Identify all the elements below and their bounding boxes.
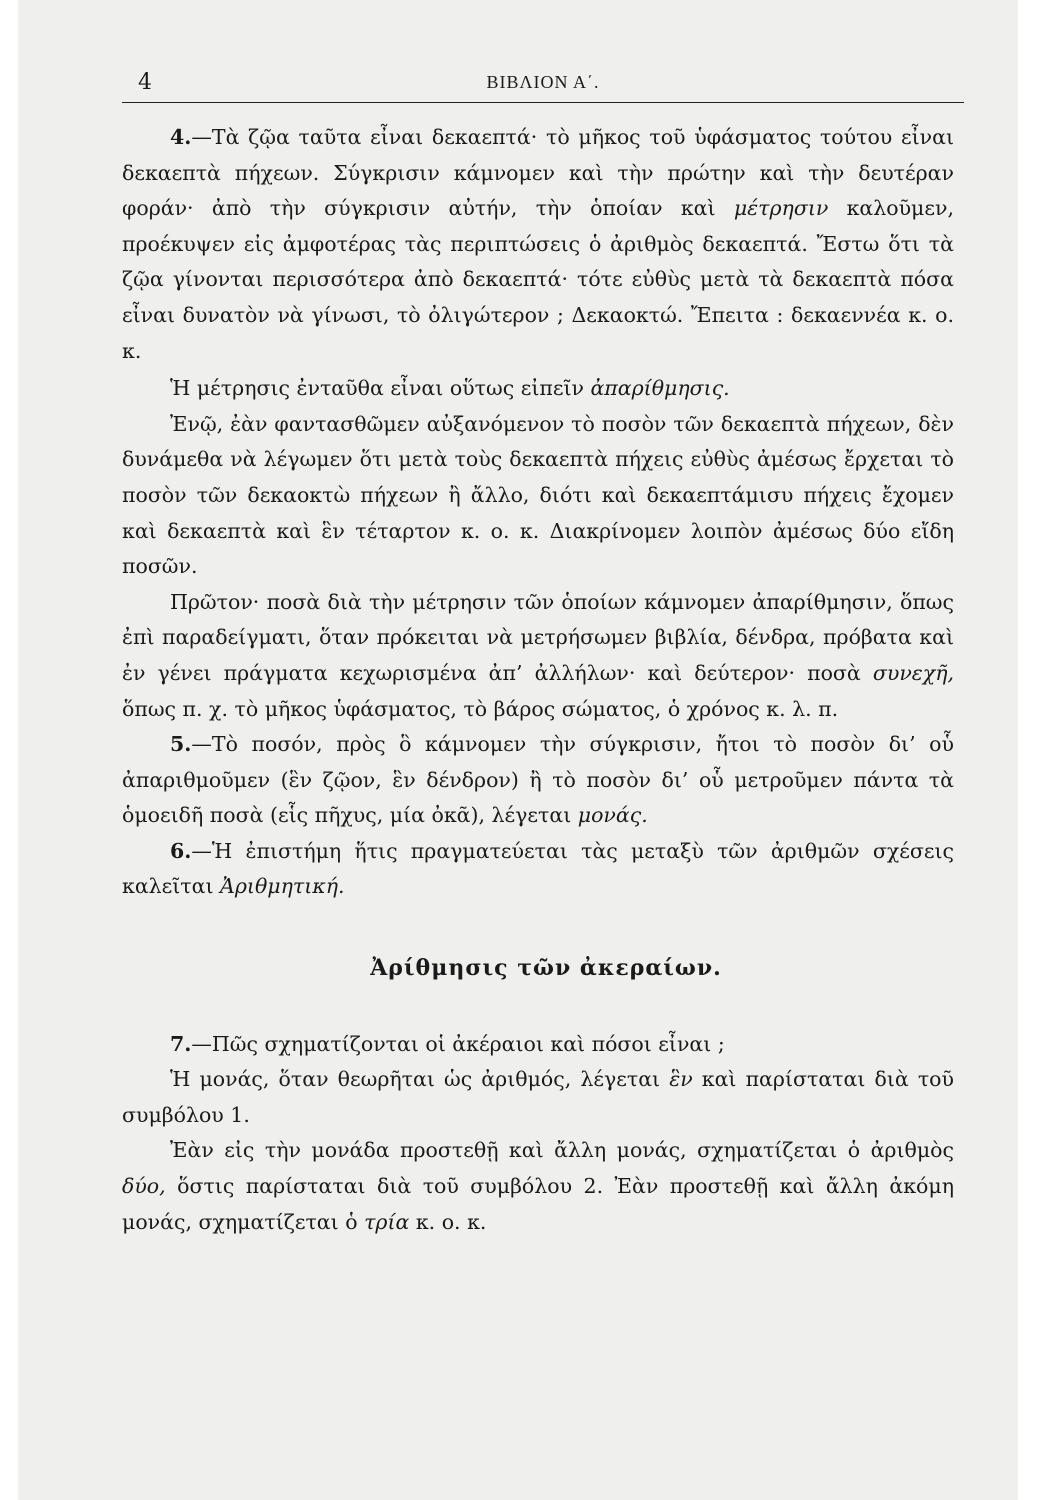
- book-page: [18, 0, 1018, 1500]
- body-text: [122, 120, 954, 1240]
- paragraph-text: ὅπως π. χ. τὸ μῆκος ὑφάσματος, τὸ βάρος σώματος, ὁ χρόνος κ. λ. π.: [122, 696, 839, 721]
- paragraph-7: [122, 1027, 954, 1063]
- italic-term: ἓν: [669, 1067, 693, 1092]
- paragraph-text: —Ἡ ἐπιστήμη ἥτις πραγματεύεται τὰς μεταξὺ τῶν ἀριθμῶν σχέσεις καλεῖται: [122, 838, 954, 899]
- paragraph-text: Ἡ μονάς, ὅταν θεωρῆται ὡς ἀριθμός, λέγεται: [170, 1067, 670, 1092]
- paragraph-text: —Τὸ ποσόν, πρὸς ὃ κάμνομεν τὴν σύγκρισιν, ἤτοι τὸ ποσὸν δι’ οὗ ἀπαριθμοῦμεν (ἓν ζῷον, ἓν δένδρον) ἢ τὸ ποσὸν δι’ οὗ μετροῦμεν πάντα τὰ ὁμοειδῆ ποσὰ (εἷς πῆχυς, μία ὀκᾶ), λέγεται: [122, 732, 954, 828]
- section-heading: [122, 951, 954, 987]
- paragraph-text: Ἐὰν εἰς τὴν μονάδα προστεθῇ καὶ ἄλλη μονάς, σχηματίζεται ὁ ἀριθμὸς: [170, 1138, 954, 1163]
- paragraph-text: Πρῶτον· ποσὰ διὰ τὴν μέτρησιν τῶν ὁποίων κάμνομεν ἀπαρίθμησιν, ὅπως ἐπὶ παραδείγματι, ὅταν πρόκειται νὰ μετρήσωμεν βιβλία, δένδρα, πρόβατα καὶ ἐν γένει πράγματα κεχωρισμένα ἀπ’ ἀλλήλων· καὶ δεύτερον· ποσὰ: [122, 589, 954, 685]
- section-number: 4.: [170, 125, 192, 149]
- italic-term: μέτρησιν: [733, 196, 829, 221]
- page-header: [122, 62, 964, 106]
- paragraph-5: [122, 727, 954, 834]
- paragraph-4b: [122, 371, 954, 407]
- italic-term: συνεχῆ,: [872, 660, 954, 685]
- section-number: 6.: [170, 838, 192, 863]
- paragraph-text: ὅστις παρίσταται διὰ τοῦ συμβόλου 2. Ἐὰν προστεθῇ καὶ ἄλλη ἀκόμη μονάς, σχηματίζεται ὁ: [122, 1174, 954, 1234]
- paragraph-4c: [122, 407, 954, 585]
- heading-text: Ἀρίθμησις τῶν ἀκεραίων.: [370, 955, 722, 982]
- italic-term: ἀπαρίθμησις.: [590, 376, 730, 401]
- paragraph-text: κ. ο. κ.: [409, 1209, 487, 1234]
- section-number: 7.: [170, 1031, 192, 1056]
- paragraph-7c: [122, 1133, 954, 1240]
- italic-term: μονάς.: [577, 803, 648, 828]
- paragraph-text: καλοῦμεν, προέκυψεν εἰς ἀμφοτέρας τὰς περιπτώσεις ὁ ἀριθμὸς δεκαεπτά. Ἔστω ὅτι τὰ ζῷα γίνονται περισσότερα ἀπὸ δεκαεπτά· τότε εὐθὺς μετὰ τὰ δεκαεπτὰ πόσα εἶναι δυνατὸν νὰ γίνωσι, τὸ ὀλιγώτερον ; Δεκαοκτώ. Ἔπειτα : δεκαεννέα κ. ο. κ.: [122, 196, 954, 363]
- section-number: 5.: [170, 732, 192, 757]
- italic-term: δύο,: [122, 1174, 166, 1199]
- paragraph-text: Ἐνῷ, ἐὰν φαντασθῶμεν αὐξανόμενον τὸ ποσὸν τῶν δεκαεπτὰ πήχεων, δὲν δυνάμεθα νὰ λέγωμεν ὅτι μετὰ τοὺς δεκαεπτὰ πήχεις εὐθὺς ἀμέσως ἔρχεται τὸ ποσὸν τῶν δεκαοκτὼ πήχεων ἢ ἄλλο, διότι καὶ δεκαεπτάμισυ πήχεις ἔχομεν καὶ δεκαεπτὰ καὶ ἓν τέταρτον κ. ο. κ. Διακρίνομεν λοιπὸν ἀμέσως δύο εἴδη ποσῶν.: [122, 411, 954, 579]
- running-title: ΒΙΒΛΙΟΝ Α΄.: [486, 72, 600, 92]
- italic-term: τρία: [364, 1209, 410, 1234]
- paragraph-text: καὶ παρίσταται διὰ τοῦ συμβόλου 1.: [122, 1067, 954, 1127]
- page-number: 4: [138, 70, 152, 95]
- paragraph-6: [122, 834, 954, 905]
- paragraph-7b: [122, 1062, 954, 1133]
- paragraph-4d: [122, 585, 954, 727]
- paragraph-text: —Τὰ ζῷα ταῦτα εἶναι δεκαεπτά· τὸ μῆκος τοῦ ὑφάσματος τούτου εἶναι δεκαεπτὰ πήχεων. Σύγκρισιν κάμνομεν καὶ τὴν πρώτην καὶ τὴν δευτέραν φοράν· ἀπὸ τὴν σύγκρισιν αὐτήν, τὴν ὁποίαν καὶ: [122, 125, 954, 221]
- paragraph-text: —Πῶς σχηματίζονται οἱ ἀκέραιοι καὶ πόσοι εἶναι ;: [191, 1031, 725, 1056]
- paragraph-4: [122, 120, 954, 369]
- italic-term: Ἀριθμητική.: [220, 874, 345, 899]
- header-rule: [122, 102, 964, 103]
- paragraph-text: Ἡ μέτρησις ἐνταῦθα εἶναι οὕτως εἰπεῖν: [170, 376, 591, 401]
